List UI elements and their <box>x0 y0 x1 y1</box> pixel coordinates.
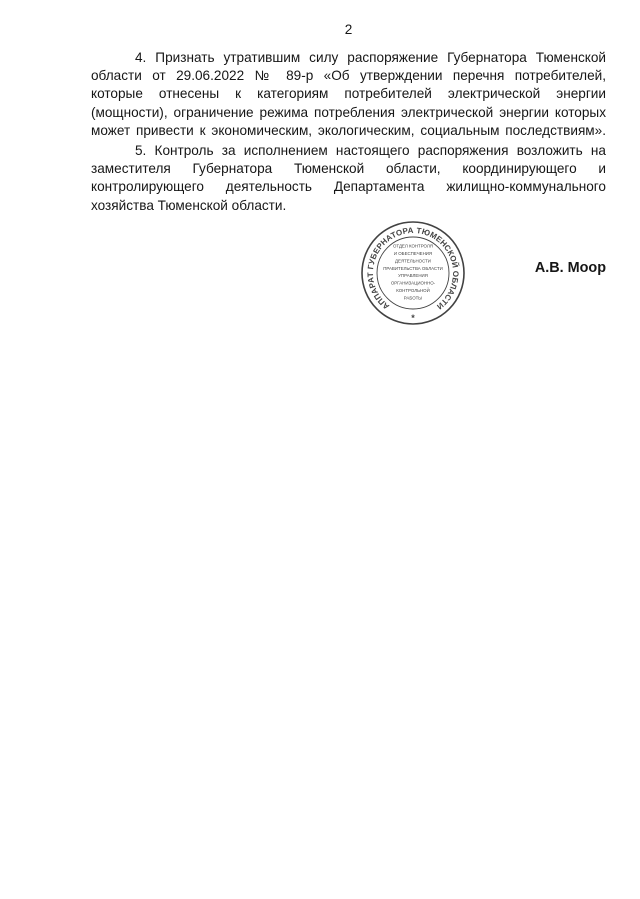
paragraph-line: хозяйства Тюменской области. <box>91 197 287 213</box>
paragraph-line: области от 29.06.2022 № 89-р «Об утверждении перечня потребителей, <box>91 68 606 84</box>
paragraph-line: 4. Признать утратившим силу распоряжение Губернатора Тюменской <box>135 50 606 65</box>
stamp-outer-text-path: АППАРАТ ГУБЕРНАТОРА ТЮМЕНСКОЙ ОБЛАСТИ <box>365 225 461 312</box>
stamp-inner-line: ПРАВИТЕЛЬСТВА ОБЛАСТИ <box>383 265 443 271</box>
stamp-inner-line: ДЕЯТЕЛЬНОСТИ <box>395 258 431 264</box>
paragraph-line: заместителя Губернатора Тюменской области, координирующего и <box>91 161 606 177</box>
paragraph-line: (мощности), ограничение режима потребления электрической энергии которых <box>91 104 606 120</box>
official-stamp <box>357 217 469 329</box>
paragraph-line: может привести к экономическим, экологическим, социальным последствиям». <box>91 122 606 138</box>
paragraph-line: которые отнесены к категориям потребителей электрической энергии <box>91 86 606 102</box>
stamp-inner-line: ОТДЕЛ КОНТРОЛЯ <box>393 243 433 249</box>
stamp-inner-line: УПРАВЛЕНИЯ <box>398 273 428 279</box>
paragraph-line: 5. Контроль за исполнением настоящего распоряжения возложить на <box>135 143 606 158</box>
paragraph-line: контролирующего деятельность Департамента жилищно-коммунального <box>91 179 606 195</box>
stamp-inner-line: РАБОТЫ <box>403 295 423 301</box>
paragraph-5 <box>91 142 606 215</box>
signature-name: А.В. Моор <box>534 260 606 276</box>
stamp-inner-line: КОНТРОЛЬНОЙ <box>396 288 430 294</box>
stamp-inner-line: И ОБЕСПЕЧЕНИЯ <box>393 250 433 256</box>
stamp-star-icon: * <box>411 313 415 323</box>
page-number: 2 <box>344 22 353 37</box>
stamp-inner-line: ОРГАНИЗАЦИОННО- <box>390 280 436 286</box>
paragraph-4 <box>91 49 606 140</box>
